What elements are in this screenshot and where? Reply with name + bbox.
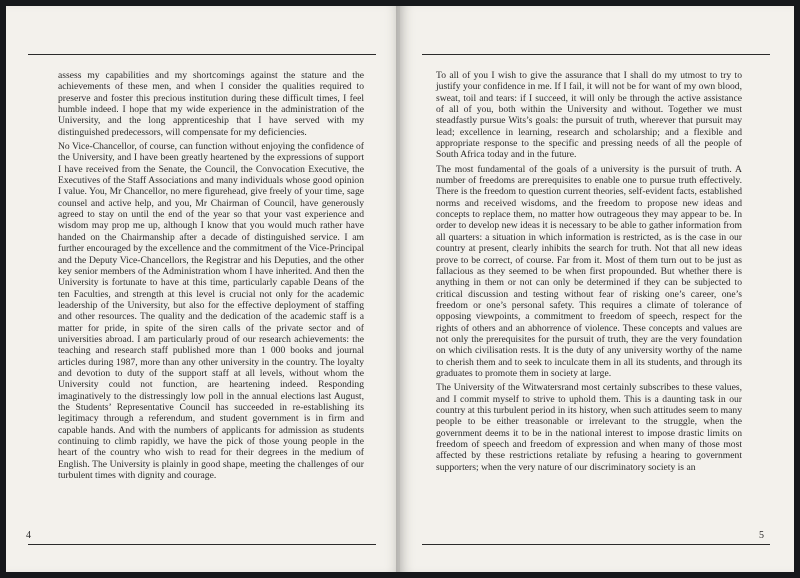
paragraph: The most fundamental of the goals of a university is the pursuit of truth. A number of freedoms are prerequisites to enable one to pursue truth effectively. There is the freedom to question current theories, self-evident facts, established norms and received wisdoms, and the freedom to propose new ideas and concepts to replace them, no matter how outrageous they may appear to be. In order to develop new ideas it is necessary to be able to gather information from all quarters: a situation in which information is restricted, as is the case in our country at present, clearly inhibits the search for truth. Not that all new ideas prove to be correct, of course. Far from it. Most of them turn out to be just as fallacious as they seemed to be when first propounded. But whether there is anything in them or not can only be determined if they can be subjected to critical discussion and testing without fear of risking one’s career, one’s freedom or one’s personal safety. This requires a climate of tolerance of opposing viewpoints, a commitment to freedom of speech, respect for the rights of others and an abhorrence of violence. These concepts and values are not only the prerequisites for the pursuit of truth, they are the very foundation on which civilisation rests. It is the duty of any university worthy of the name to cherish them and to seek to inculcate them in all its students, and through its graduates to promote them in society at large.: [436, 163, 742, 379]
page-number: 4: [26, 530, 31, 541]
page-number: 5: [759, 530, 764, 541]
left-page: [6, 6, 400, 572]
paragraph: assess my capabilities and my shortcomings against the stature and the achievements of these men, and when I consider the qualities required to preserve and foster this precious institution during these difficult times, I feel humble indeed. I hope that my wide experience in the administration of the University, and the long apprenticeship that I have served with my distinguished predecessors, will compensate for my deficiencies.: [58, 70, 364, 138]
top-rule: [422, 54, 770, 55]
top-rule: [28, 54, 376, 55]
left-page-body: [58, 70, 364, 484]
paragraph: No Vice-Chancellor, of course, can function without enjoying the confidence of the University, and I have been greatly heartened by the expressions of support I have received from the Senate, the Council, the Convocation Executive, the Executives of the Staff Associations and many individuals whose good opinion I value. You, Mr Chancellor, no mere figurehead, give freely of your time, sage counsel and active help, and you, Mr Chairman of Council, have generously agreed to stay on until the end of the year so that your vast experience and wisdom may prop me up, although I know that you would much rather have handed on the Chairmanship after a decade of distinguished service. I am further encouraged by the excellence and the commitment of the Vice-Principal and the Deputy Vice-Chancellors, the Registrar and his Deputies, and the other key senior members of the Administration whom I have inherited. And then the University is fortunate to have at this time, particularly capable Deans of the ten Faculties, and strength at this level is crucial not only for the academic leadership of the University, but also for the effective deployment of staffing and other resources. The quality and the dedication of the academic staff is a matter for pride, in spite of the siren calls of the private sector and of universities abroad. I am particularly proud of our research achievements: the teaching and research staff published more than 1 000 books and journal articles during 1987, more than any other university in the country. The loyalty and devotion to duty of the support staff at all levels, without whom the University could not function, are heartening indeed. Responding imaginatively to the distressingly low poll in the annual elections last August, the Students’ Representative Council has succeeded in re-establishing its legitimacy through a referendum, and student government is in firm and capable hands. And with the numbers of applicants for admission as students continuing to climb rapidly, we have the pick of those young people in the heart of the country who wish to read for their degrees in the medium of English. The University is plainly in good shape, meeting the challenges of our turbulent times with dignity and courage.: [58, 141, 364, 482]
bottom-rule: [422, 544, 770, 545]
bottom-rule: [28, 544, 376, 545]
paragraph: The University of the Witwatersrand most certainly subscribes to these values, and I commit myself to strive to uphold them. This is a daunting task in our country at this turbulent period in its history, when such attitudes seem to many people to be either treasonable or irrelevant to the struggle, when the government deems it to be in the national interest to impose drastic limits on freedom of speech and freedom of expression and when many of those most affected by these restrictions retaliate by refusing a hearing to government supporters; when the very nature of our discriminatory society is an: [436, 382, 742, 473]
right-page: [400, 6, 794, 572]
right-page-body: [436, 70, 742, 476]
paragraph: To all of you I wish to give the assurance that I shall do my utmost to try to justify your confidence in me. If I fail, it will not be for want of my own blood, sweat, toil and tears: if I succeed, it will only be through the active assistance of all of you, both within the University and without. Together we must steadfastly pursue Wits’s goals: the pursuit of truth, wherever that pursuit may lead; excellence in learning, research and scholarship; and a flexible and appropriate response to the specific and pressing needs of all the people of South Africa today and in the future.: [436, 70, 742, 161]
